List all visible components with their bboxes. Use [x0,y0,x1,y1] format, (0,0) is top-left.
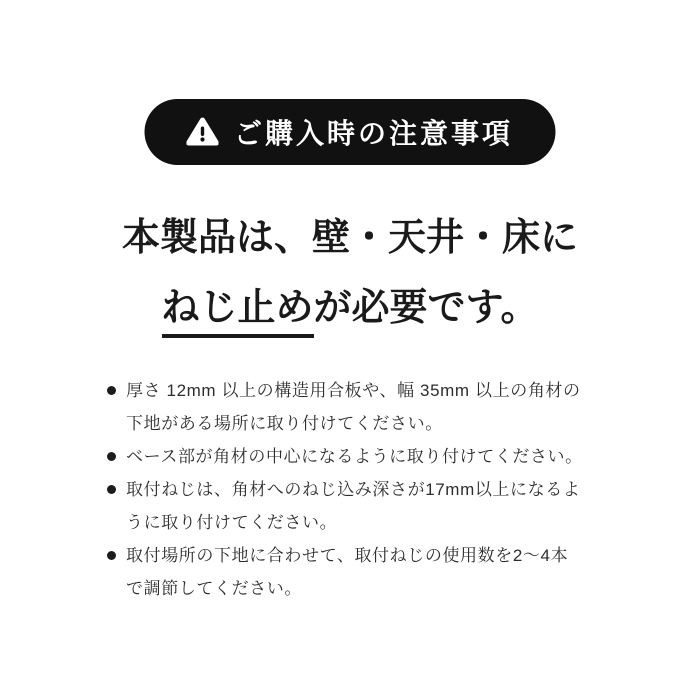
note-text: 取付場所の下地に合わせて、取付ねじの使用数を2〜4本で調節してください。 [126,546,569,598]
heading-line-1-text: 本製品は、壁・天井・床に [121,217,578,259]
heading-line-2 [0,273,700,343]
main-heading [0,203,700,343]
note-text: 取付ねじは、角材へのねじ込み深さが17mm以上になるように取り付けてください。 [126,480,581,532]
bullet-icon [107,452,116,461]
note-text: 厚さ 12mm 以上の構造用合板や、幅 35mm 以上の角材の下地がある場所に取り付けてください。 [126,381,581,433]
heading-line-1 [0,203,700,273]
note-text: ベース部が角材の中心になるように取り付けてください。 [126,447,583,466]
list-item [107,374,585,440]
heading-line-2-rest: が必要です。 [313,287,539,329]
list-item [107,440,585,473]
bullet-icon [107,386,116,395]
heading-underlined-text: ねじ止め [162,287,314,338]
list-item [107,473,585,539]
purchase-notice-badge [145,99,556,165]
warning-triangle-icon [187,117,219,147]
list-item [107,539,585,605]
bullet-icon [107,551,116,560]
notes-list [107,374,585,605]
badge-label: ご購入時の注意事項 [233,118,513,149]
bullet-icon [107,485,116,494]
